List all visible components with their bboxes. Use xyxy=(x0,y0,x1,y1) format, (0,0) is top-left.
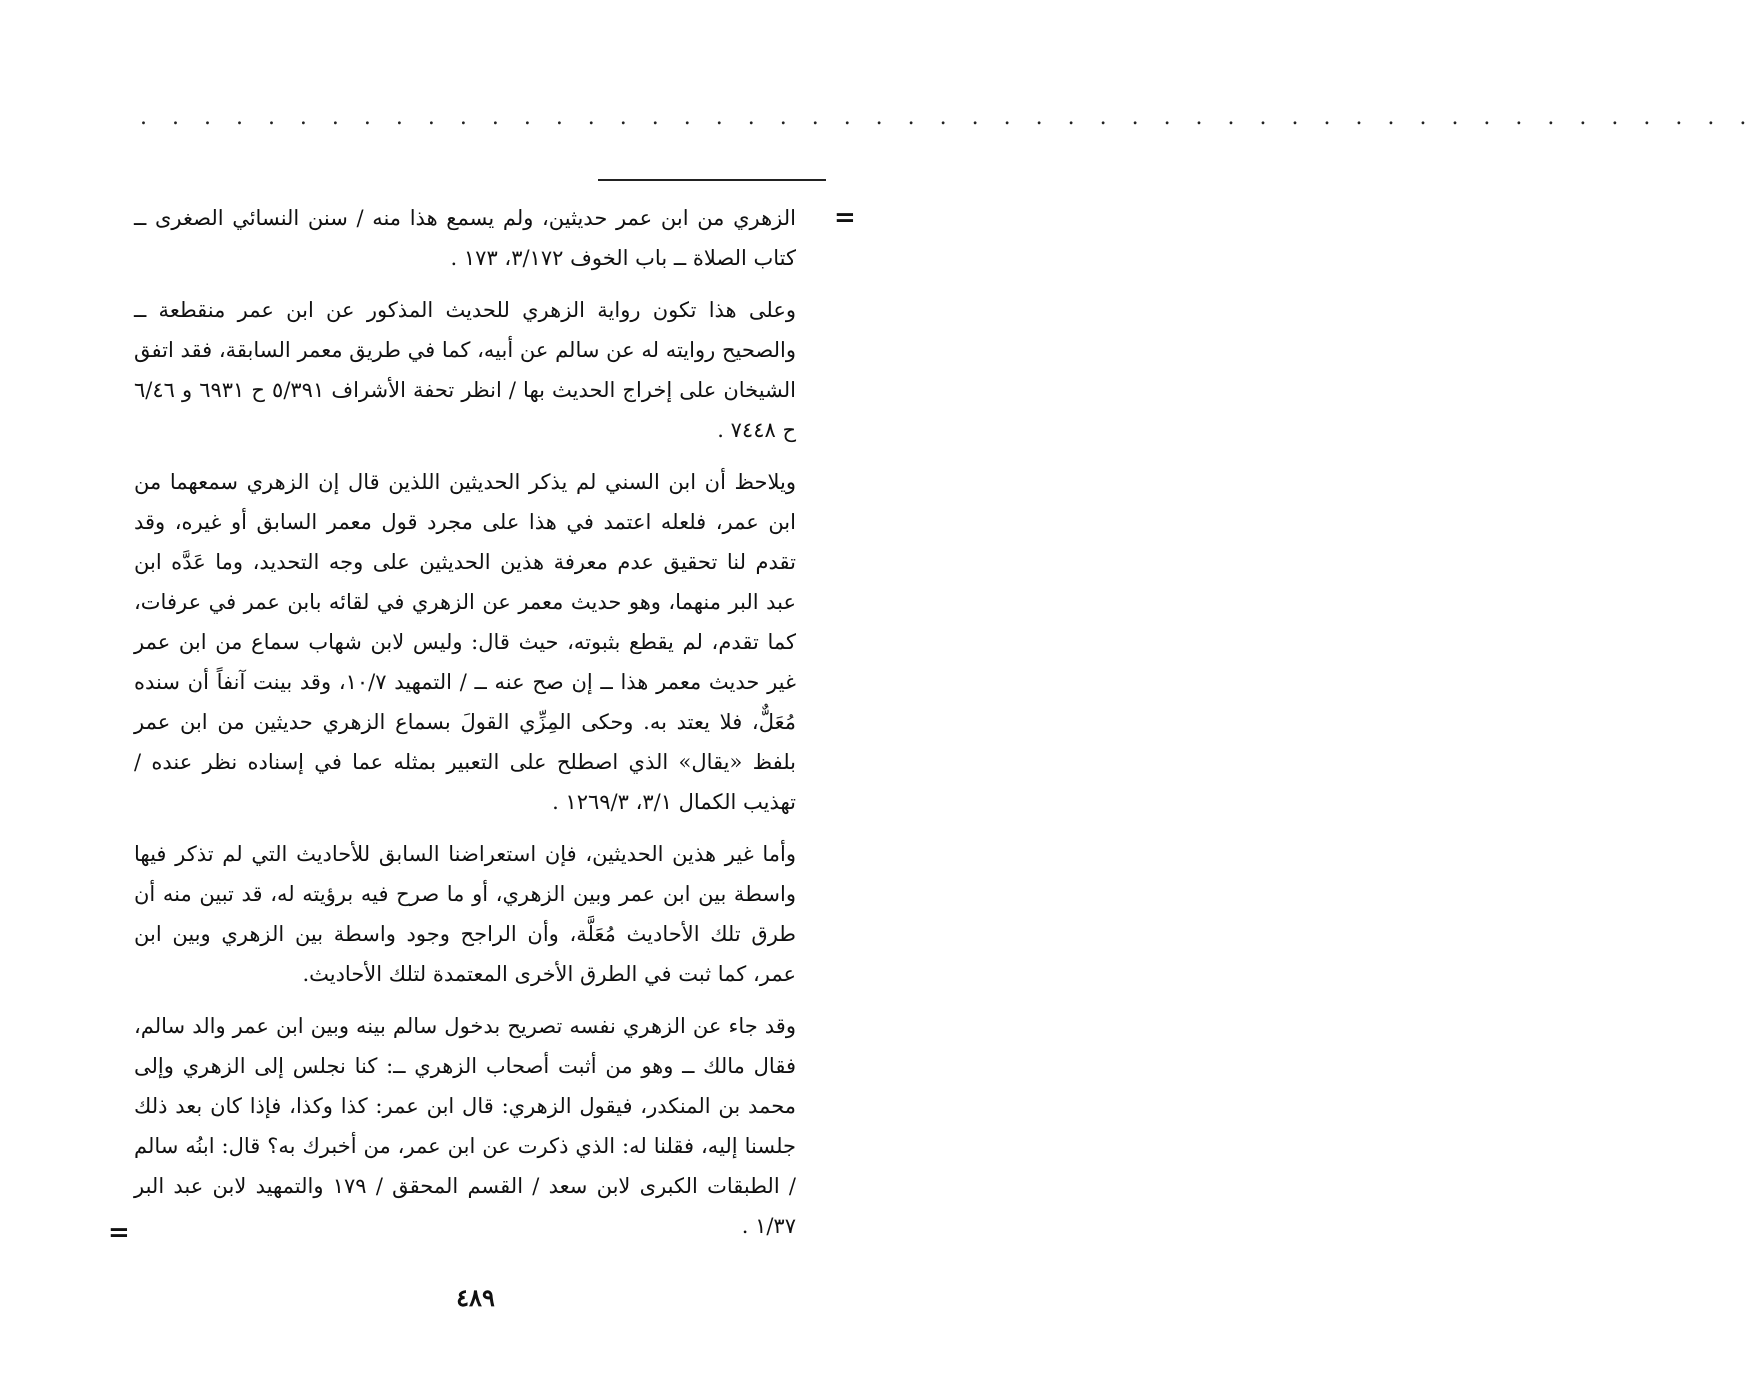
footnote-rule xyxy=(598,179,826,181)
paragraph-1: الزهري من ابن عمر حديثين، ولم يسمع هذا منه / سنن النسائي الصغرى ــ كتاب الصلاة ــ باب الخوف ٣/١٧٢، ١٧٣ . xyxy=(134,206,796,270)
footnote-continuation-mark: = xyxy=(834,203,856,233)
paragraph-4: وأما غير هذين الحديثين، فإن استعراضنا السابق للأحاديث التي لم تذكر فيها واسطة بين ابن عمر وبين الزهري، أو ما صرح فيه برؤيته له، قد تبين منه أن طرق تلك الأحاديث مُعَلَّة، وأن الراجح وجود واسطة بين الزهري وبين ابن عمر، كما ثبت في الطرق الأخرى المعتمدة لتلك الأحاديث. xyxy=(134,842,796,986)
dotted-separator: . . . . . . . . . . . . . . . . . . . . . . . . . . . . . . . . . . . . . . . . . . . . . . . . . . . xyxy=(140,105,1755,130)
footnote-body xyxy=(134,198,796,1246)
page-number: ٤٨٩ xyxy=(456,1283,495,1312)
paragraph-2: وعلى هذا تكون رواية الزهري للحديث المذكور عن ابن عمر منقطعة ــ والصحيح روايته له عن سالم عن أبيه، كما في طريق معمر السابقة، فقد اتفق الشيخان على إخراج الحديث بها / انظر تحفة الأشراف ٥/٣٩١ ح ٦٩٣١ و ٦/٤٦ ح ٧٤٤٨ . xyxy=(134,298,797,442)
footnote-continues-mark: = xyxy=(108,1218,130,1248)
paragraph-5: وقد جاء عن الزهري نفسه تصريح بدخول سالم بينه وبين ابن عمر والد سالم، فقال مالك ــ وهو من أثبت أصحاب الزهري ــ: كنا نجلس إلى الزهري وإلى محمد بن المنكدر، فيقول الزهري: قال ابن عمر: كذا وكذا، فإذا كان بعد ذلك جلسنا إليه، فقلنا له: الذي ذكرت عن ابن عمر، من أخبرك به؟ قال: ابنُه سالم / الطبقات الكبرى لابن سعد / القسم المحقق / ١٧٩ والتمهيد لابن عبد البر ١/٣٧ . xyxy=(134,1014,796,1238)
paragraph-3: ويلاحظ أن ابن السني لم يذكر الحديثين اللذين قال إن الزهري سمعهما من ابن عمر، فلعله اعتمد في هذا على مجرد قول معمر السابق أو غيره، وقد تقدم لنا تحقيق عدم معرفة هذين الحديثين على وجه التحديد، وما عَدَّه ابن عبد البر منهما، وهو حديث معمر عن الزهري في لقائه بابن عمر في عرفات، كما تقدم، لم يقطع بثبوته، حيث قال: وليس لابن شهاب سماع من ابن عمر غير حديث معمر هذا ــ إن صح عنه ــ / التمهيد ١٠/٧، وقد بينت آنفاً أن سنده مُعَلٌّ، فلا يعتد به. وحكى المِزِّي القولَ بسماع الزهري حديثين من ابن عمر بلفظ «يقال» الذي اصطلح على التعبير بمثله عما في إسناده نظر عنده / تهذيب الكمال ٣/١، ١٢٦٩/٣ . xyxy=(134,470,796,814)
